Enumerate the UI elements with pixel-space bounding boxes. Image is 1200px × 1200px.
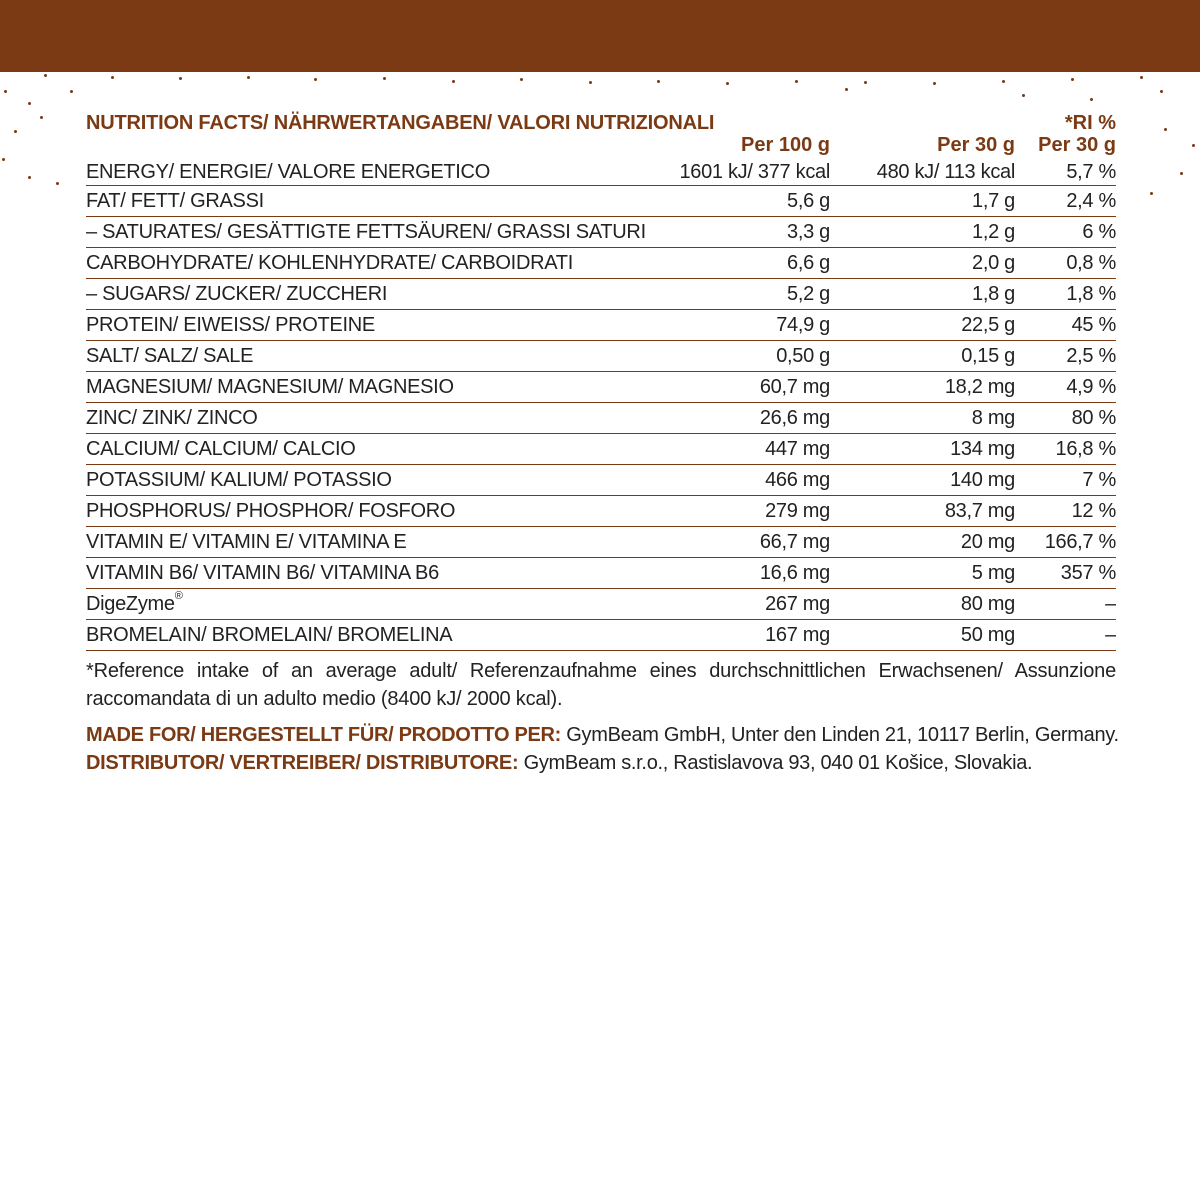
value-ri-percent-text: 2,5 % <box>1066 345 1116 367</box>
value-ri-percent-text: 45 % <box>1071 314 1116 336</box>
value-ri-percent <box>1015 465 1116 496</box>
value-ri-percent <box>1015 527 1116 558</box>
value-ri-percent-text: 1,8 % <box>1066 283 1116 305</box>
nutrient-name-text: ENERGY/ ENERGIE/ VALORE ENERGETICO <box>86 161 490 183</box>
value-ri-percent-text: – <box>1105 624 1116 646</box>
reference-intake-footnote: *Reference intake of an average adult/ Referenzaufnahme eines durchschnittlichen Erwachsenen/ Assunzione raccomandata di un adulto medio (8400 kJ/ 2000 kcal). <box>86 660 1116 710</box>
table-row <box>86 527 1116 558</box>
value-per-30g-text: 22,5 g <box>961 314 1015 336</box>
value-per-100g <box>656 434 830 465</box>
nutrient-name <box>86 620 656 651</box>
value-ri-percent <box>1015 310 1116 341</box>
value-per-30g <box>830 589 1015 620</box>
distributor-value: GymBeam s.r.o., Rastislavova 93, 040 01 Košice, Slovakia. <box>518 752 1033 774</box>
value-per-100g <box>656 159 830 186</box>
nutrient-name-text: PROTEIN/ EIWEISS/ PROTEINE <box>86 314 375 336</box>
value-per-100g <box>656 403 830 434</box>
nutrient-name <box>86 589 656 620</box>
value-per-30g-text: 1,2 g <box>972 221 1015 243</box>
value-per-100g-text: 3,3 g <box>787 221 830 243</box>
value-ri-percent <box>1015 403 1116 434</box>
value-per-100g-text: 279 mg <box>765 500 830 522</box>
value-ri-percent <box>1015 434 1116 465</box>
table-row <box>86 159 1116 186</box>
table-row <box>86 434 1116 465</box>
value-per-30g-text: 2,0 g <box>972 252 1015 274</box>
nutrient-name <box>86 341 656 372</box>
value-ri-percent <box>1015 341 1116 372</box>
nutrient-name <box>86 465 656 496</box>
nutrient-name <box>86 310 656 341</box>
table-row <box>86 248 1116 279</box>
value-per-100g <box>656 341 830 372</box>
value-ri-percent-text: 7 % <box>1082 469 1116 491</box>
value-per-100g-text: 466 mg <box>765 469 830 491</box>
value-per-30g-text: 0,15 g <box>961 345 1015 367</box>
value-per-100g <box>656 279 830 310</box>
value-per-100g <box>656 496 830 527</box>
table-row <box>86 279 1116 310</box>
table-row <box>86 403 1116 434</box>
value-ri-percent <box>1015 159 1116 186</box>
nutrient-name <box>86 248 656 279</box>
nutrient-name-text: POTASSIUM/ KALIUM/ POTASSIO <box>86 469 392 491</box>
value-per-30g-text: 1,7 g <box>972 190 1015 212</box>
table-row <box>86 372 1116 403</box>
value-ri-percent-text: 12 % <box>1071 500 1116 522</box>
nutrient-name <box>86 527 656 558</box>
value-per-30g-text: 480 kJ/ 113 kcal <box>876 161 1015 183</box>
nutrient-name-text: FAT/ FETT/ GRASSI <box>86 190 264 212</box>
value-ri-percent <box>1015 217 1116 248</box>
value-per-100g <box>656 217 830 248</box>
nutrient-name-text: SALT/ SALZ/ SALE <box>86 345 254 367</box>
value-per-30g <box>830 341 1015 372</box>
header-ri-per-30g: Per 30 g <box>1038 134 1116 156</box>
value-per-30g-text: 8 mg <box>971 407 1015 429</box>
value-ri-percent-text: 5,7 % <box>1066 161 1116 183</box>
value-per-100g <box>656 186 830 217</box>
nutrient-name <box>86 279 656 310</box>
value-ri-percent-text: 6 % <box>1082 221 1116 243</box>
nutrient-name <box>86 372 656 403</box>
table-row <box>86 341 1116 372</box>
value-per-30g <box>830 558 1015 589</box>
value-per-30g <box>830 248 1015 279</box>
header-ri-top: *RI % <box>1064 112 1116 134</box>
header-per-100g: Per 100 g <box>741 134 830 156</box>
value-ri-percent-text: 80 % <box>1071 407 1116 429</box>
nutrient-name-text: CALCIUM/ CALCIUM/ CALCIO <box>86 438 356 460</box>
table-row <box>86 310 1116 341</box>
nutrient-name <box>86 434 656 465</box>
value-per-30g <box>830 186 1015 217</box>
registered-mark: ® <box>174 590 183 602</box>
value-per-30g <box>830 159 1015 186</box>
nutrient-name-text: ZINC/ ZINK/ ZINCO <box>86 407 258 429</box>
value-per-100g-text: 6,6 g <box>787 252 830 274</box>
value-per-30g <box>830 217 1015 248</box>
distributor-label: DISTRIBUTOR/ VERTREIBER/ DISTRIBUTORE: <box>86 752 519 774</box>
header-per-30g: Per 30 g <box>937 134 1015 156</box>
value-ri-percent <box>1015 589 1116 620</box>
distributor-line <box>86 749 1116 777</box>
table-row <box>86 589 1116 620</box>
value-per-30g-text: 1,8 g <box>972 283 1015 305</box>
value-per-100g <box>656 372 830 403</box>
value-per-100g <box>656 558 830 589</box>
value-per-100g <box>656 620 830 651</box>
value-per-30g-text: 18,2 mg <box>944 376 1015 398</box>
table-row <box>86 217 1116 248</box>
made-for-label: MADE FOR/ HERGESTELLT FÜR/ PRODOTTO PER: <box>86 724 562 746</box>
value-per-100g <box>656 310 830 341</box>
nutrient-name-text: MAGNESIUM/ MAGNESIUM/ MAGNESIO <box>86 376 454 398</box>
value-per-100g-text: 5,2 g <box>787 283 830 305</box>
value-per-100g-text: 5,6 g <box>787 190 830 212</box>
nutrient-name <box>86 403 656 434</box>
value-per-30g-text: 80 mg <box>960 593 1015 615</box>
value-per-100g-text: 1601 kJ/ 377 kcal <box>679 161 830 183</box>
nutrition-table <box>86 159 1116 651</box>
value-ri-percent <box>1015 620 1116 651</box>
value-per-100g-text: 66,7 mg <box>759 531 830 553</box>
value-ri-percent <box>1015 558 1116 589</box>
nutrient-name <box>86 159 656 186</box>
value-per-100g-text: 60,7 mg <box>759 376 830 398</box>
value-ri-percent <box>1015 248 1116 279</box>
nutrient-name-text: BROMELAIN/ BROMELAIN/ BROMELINA <box>86 624 453 646</box>
nutrient-name-text: CARBOHYDRATE/ KOHLENHYDRATE/ CARBOIDRATI <box>86 252 573 274</box>
value-per-100g-text: 167 mg <box>765 624 830 646</box>
value-per-100g-text: 0,50 g <box>776 345 830 367</box>
value-ri-percent <box>1015 186 1116 217</box>
table-row <box>86 496 1116 527</box>
table-row <box>86 558 1116 589</box>
value-per-30g <box>830 465 1015 496</box>
nutrient-name-text: – SATURATES/ GESÄTTIGTE FETTSÄUREN/ GRASSI SATURI <box>86 221 646 243</box>
column-header-row <box>86 134 1116 159</box>
value-ri-percent-text: 16,8 % <box>1055 438 1116 460</box>
value-per-30g-text: 50 mg <box>960 624 1015 646</box>
value-per-30g-text: 140 mg <box>950 469 1015 491</box>
nutrition-panel <box>86 112 1119 777</box>
value-per-100g <box>656 465 830 496</box>
value-per-100g <box>656 248 830 279</box>
value-per-100g-text: 16,6 mg <box>759 562 830 584</box>
value-per-100g-text: 74,9 g <box>776 314 830 336</box>
value-per-30g <box>830 496 1015 527</box>
nutrient-name <box>86 186 656 217</box>
value-per-100g-text: 26,6 mg <box>759 407 830 429</box>
value-per-30g-text: 83,7 mg <box>944 500 1015 522</box>
nutrient-name-text: VITAMIN E/ VITAMIN E/ VITAMINA E <box>86 531 407 553</box>
value-per-30g-text: 5 mg <box>971 562 1015 584</box>
value-per-100g <box>656 589 830 620</box>
nutrient-name-text: VITAMIN B6/ VITAMIN B6/ VITAMINA B6 <box>86 562 439 584</box>
value-per-100g-text: 447 mg <box>765 438 830 460</box>
value-per-30g <box>830 372 1015 403</box>
nutrient-name-text: PHOSPHORUS/ PHOSPHOR/ FOSFORO <box>86 500 456 522</box>
table-row <box>86 465 1116 496</box>
made-for-value: GymBeam GmbH, Unter den Linden 21, 10117 Berlin, Germany. <box>561 724 1119 746</box>
brand-color-band <box>0 0 1200 72</box>
made-for-line <box>86 721 1119 749</box>
value-ri-percent-text: 0,8 % <box>1066 252 1116 274</box>
value-per-30g <box>830 434 1015 465</box>
nutrient-name-text: – SUGARS/ ZUCKER/ ZUCCHERI <box>86 283 388 305</box>
value-per-30g-text: 20 mg <box>960 531 1015 553</box>
nutrient-name <box>86 496 656 527</box>
value-ri-percent-text: 2,4 % <box>1066 190 1116 212</box>
value-per-100g-text: 267 mg <box>765 593 830 615</box>
table-row <box>86 186 1116 217</box>
value-per-30g-text: 134 mg <box>950 438 1015 460</box>
value-ri-percent-text: 4,9 % <box>1066 376 1116 398</box>
value-per-100g <box>656 527 830 558</box>
value-ri-percent <box>1015 372 1116 403</box>
nutrient-name <box>86 217 656 248</box>
value-ri-percent <box>1015 279 1116 310</box>
value-per-30g <box>830 620 1015 651</box>
value-per-30g <box>830 527 1015 558</box>
value-ri-percent <box>1015 496 1116 527</box>
nutrient-name <box>86 558 656 589</box>
value-per-30g <box>830 310 1015 341</box>
value-ri-percent-text: 166,7 % <box>1044 531 1116 553</box>
table-row <box>86 620 1116 651</box>
value-ri-percent-text: 357 % <box>1060 562 1116 584</box>
value-per-30g <box>830 403 1015 434</box>
nutrition-title: NUTRITION FACTS/ NÄHRWERTANGABEN/ VALORI NUTRIZIONALI <box>86 112 715 134</box>
nutrient-name-text: DigeZyme <box>86 593 175 615</box>
value-ri-percent-text: – <box>1105 593 1116 615</box>
value-per-30g <box>830 279 1015 310</box>
